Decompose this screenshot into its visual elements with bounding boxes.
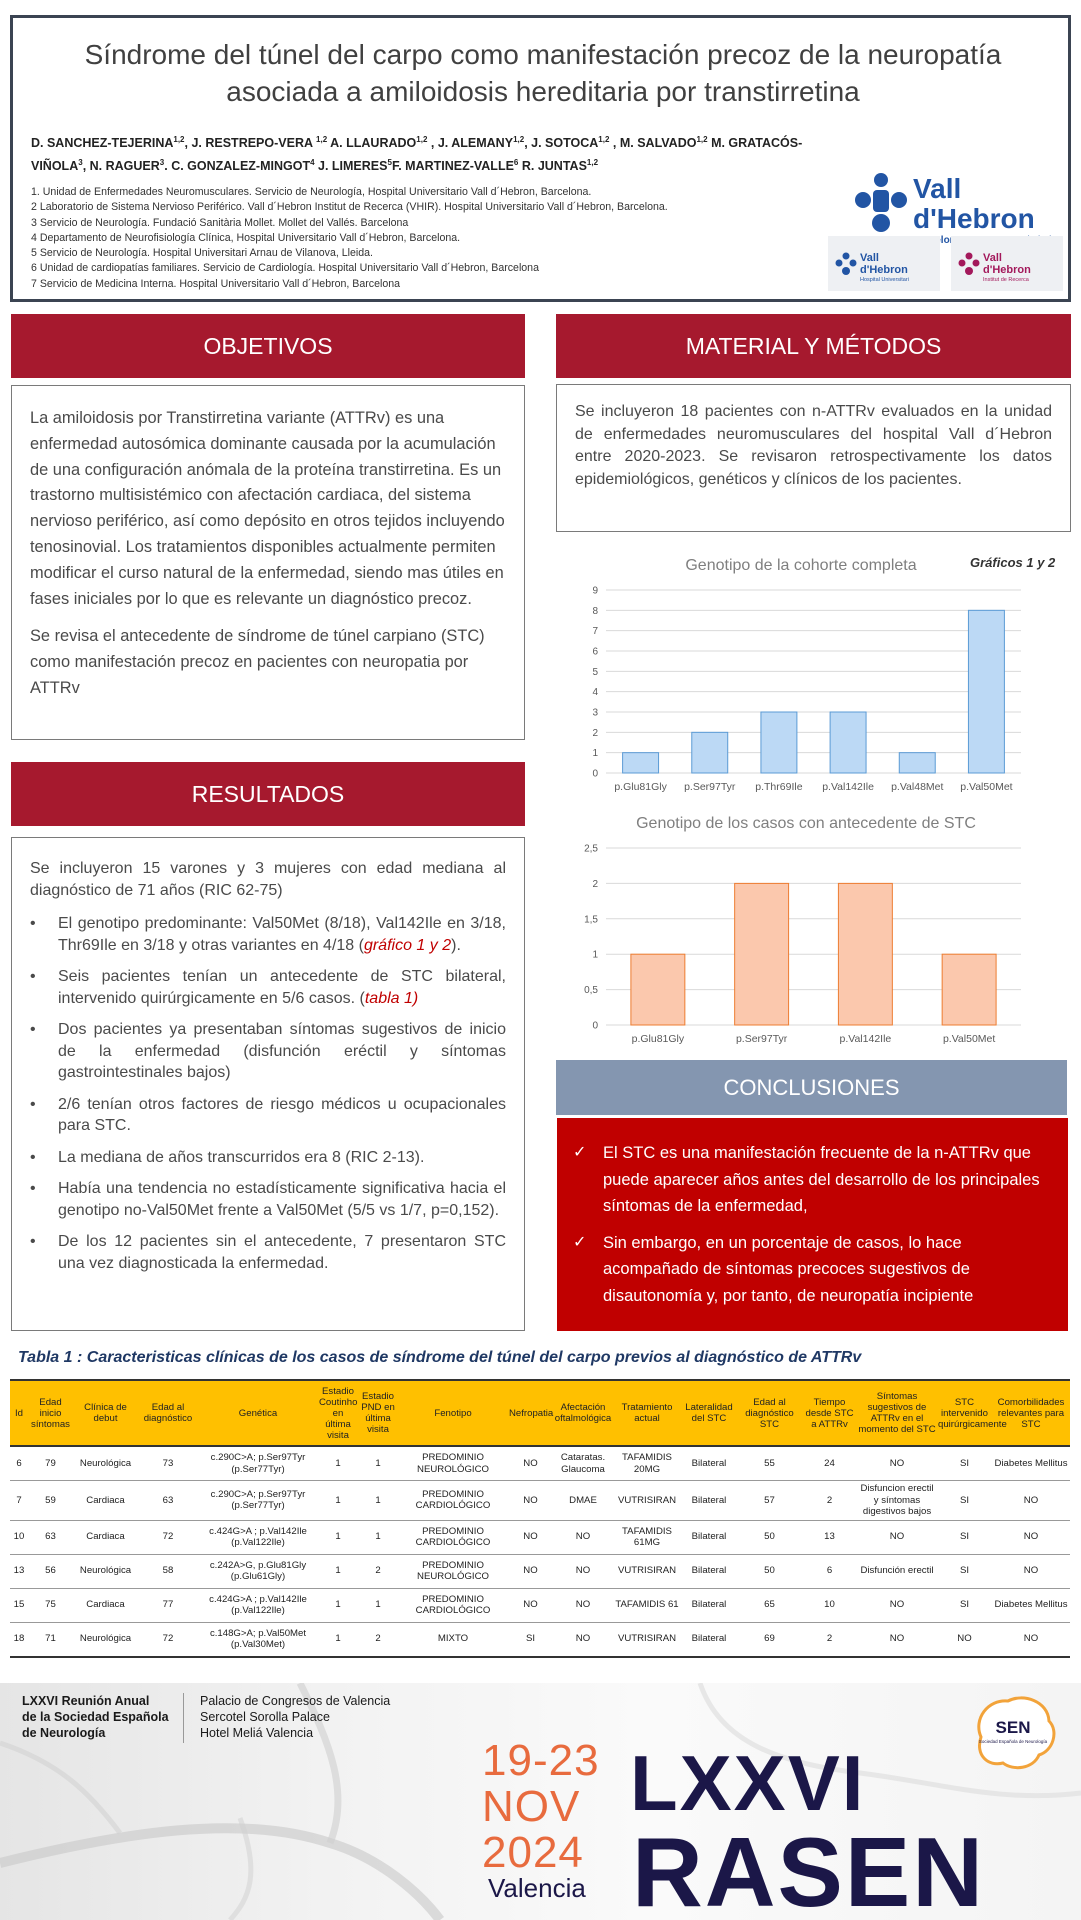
table-cell: c.424G>A ; p.Val142Ile (p.Val122Ile)	[198, 1588, 318, 1622]
author-name: F. MARTINEZ-VALLE	[391, 159, 514, 174]
table-header-cell: Id	[10, 1380, 28, 1446]
svg-text:Vall: Vall	[913, 173, 962, 204]
table-cell: Bilateral	[681, 1622, 737, 1657]
table-cell: SI	[937, 1554, 992, 1588]
table-cell: 58	[138, 1554, 198, 1588]
table-header-cell: Edad al diagnóstico	[138, 1380, 198, 1446]
table-cell: 57	[737, 1481, 802, 1521]
check-icon: ✓	[573, 1144, 587, 1161]
table-header-cell: Síntomas sugestivos de ATTRv en el momento del STC	[857, 1380, 937, 1446]
table-cell: NO	[508, 1554, 553, 1588]
x-tick-label: p.Ser97Tyr	[735, 1033, 788, 1045]
table-cell: PREDOMINIO CARDIOLÓGICO	[398, 1588, 508, 1622]
table-cell: 2	[358, 1554, 398, 1588]
author-name: D. SANCHEZ-TEJERINA	[31, 136, 174, 151]
table-cell: NO	[553, 1588, 613, 1622]
table-cell: Bilateral	[681, 1588, 737, 1622]
table-cell: NO	[857, 1520, 937, 1554]
table-cell: Cardiaca	[73, 1520, 138, 1554]
table-header-cell: Edad inicio síntomas	[28, 1380, 73, 1446]
table-cell: Diabetes Mellitus	[992, 1446, 1070, 1481]
author-affiliation-number: 1,2	[416, 135, 428, 144]
table-cell: PREDOMINIO NEUROLÓGICO	[398, 1554, 508, 1588]
affiliation-line: 3 Servicio de Neurología. Fundació Sanitària Mollet. Mollet del Vallés. Barcelona	[31, 216, 409, 229]
table-cell: c.424G>A ; p.Val142Ile (p.Val122Ile)	[198, 1520, 318, 1554]
list-item: • Dos pacientes ya presentaban síntomas sugestivos de inicio de la enfermedad (disfunción eréctil y síntomas gastrointestinales bajos)	[40, 1019, 506, 1084]
vall-hebron-hospital-logo	[828, 236, 940, 291]
table-cell: Diabetes Mellitus	[992, 1588, 1070, 1622]
bar	[623, 753, 659, 773]
material-heading: MATERIAL Y MÉTODOS	[556, 314, 1071, 378]
table-cell: 15	[10, 1588, 28, 1622]
table-cell: Cataratas. Glaucoma	[553, 1446, 613, 1481]
svg-text:Sociedad Española de Neurologí: Sociedad Española de Neurología	[978, 1739, 1048, 1744]
congress-dates: 19-23 NOV 2024	[482, 1736, 600, 1877]
x-tick-label: p.Thr69Ile	[755, 781, 803, 793]
y-tick-label: 0	[592, 1020, 598, 1032]
table-cell: c.290C>A; p.Ser97Tyr (p.Ser77Tyr)	[198, 1446, 318, 1481]
table-header-cell: Lateralidad del STC	[681, 1380, 737, 1446]
bar	[899, 753, 935, 773]
congress-venue: Palacio de Congresos de Valencia Sercotel Sorolla Palace Hotel Meliá Valencia	[200, 1694, 391, 1740]
table-cell: Neurológica	[73, 1554, 138, 1588]
table-cell: NO	[508, 1446, 553, 1481]
table-cell: 1	[358, 1446, 398, 1481]
poster-header	[10, 15, 1071, 302]
table-cell: 2	[802, 1481, 857, 1521]
x-tick-label: p.Val48Met	[891, 781, 944, 793]
table-cell: VUTRISIRAN	[613, 1554, 681, 1588]
author-affiliation-number: 6	[513, 158, 519, 168]
table-header-cell: Estadio PND en última visita	[358, 1380, 398, 1446]
list-item: • La mediana de años transcurridos era 8 (RIC 2-13).	[40, 1147, 506, 1169]
table-row	[10, 1554, 1070, 1588]
table-header-cell: Tratamiento actual	[613, 1380, 681, 1446]
author-affiliation-number: 1,2	[598, 135, 610, 144]
table-cell: NO	[992, 1481, 1070, 1521]
author-name: J. SOTOCA	[531, 136, 599, 151]
table-header-cell: Estadio Coutinho en última visita	[318, 1380, 358, 1446]
chart-title: Genotipo de la cohorte completa	[685, 557, 917, 574]
chart-reference: gráfico 1 y 2	[363, 936, 452, 954]
table-cell: NO	[937, 1622, 992, 1657]
table-cell: c.290C>A; p.Ser97Tyr (p.Ser77Tyr)	[198, 1481, 318, 1521]
x-tick-label: p.Ser97Tyr	[684, 781, 736, 793]
table-cell: 2	[358, 1622, 398, 1657]
table-cell: Neurológica	[73, 1622, 138, 1657]
table-cell: 77	[138, 1588, 198, 1622]
table-cell: 63	[138, 1481, 198, 1521]
table-cell: 1	[358, 1481, 398, 1521]
table-cell: 6	[802, 1554, 857, 1588]
table-cell: 72	[138, 1622, 198, 1657]
resultados-intro: Se incluyeron 15 varones y 3 mujeres con edad mediana al diagnóstico de 71 años (RIC 62-75)	[30, 860, 506, 899]
table-cell: SI	[937, 1446, 992, 1481]
resultados-list	[30, 913, 506, 1274]
table-cell: 13	[10, 1554, 28, 1588]
list-item: • Había una tendencia no estadísticamente significativa hacia el genotipo no-Val50Met frente a Val50Met (5/5 vs 1/7, p=0,152).	[40, 1178, 506, 1221]
affiliation-line: 1. Unidad de Enfermedades Neuromusculares. Servicio de Neurología, Hospital Universitario Vall d´Hebron, Barcelona.	[31, 186, 592, 198]
author-name: M. GRATACÓS-VIÑOLA	[31, 136, 803, 174]
table-cell: SI	[937, 1481, 992, 1521]
y-tick-label: 4	[592, 687, 598, 699]
clinical-table	[10, 1379, 1070, 1658]
table-cell: VUTRISIRAN	[613, 1481, 681, 1521]
material-panel: Se incluyeron 18 pacientes con n-ATTRv evaluados en la unidad de enfermedades neuromusculares del hospital Vall d´Hebron entre 2020-2023. Se revisaron retrospectivamente los datos epidemiológicos, genéticos y clínicos de los pacientes.	[556, 384, 1071, 532]
table-cell: c.242A>G, p.Glu81Gly (p.Glu61Gly)	[198, 1554, 318, 1588]
table-header-cell: Fenotipo	[398, 1380, 508, 1446]
charts-label: Gráficos 1 y 2	[970, 555, 1056, 570]
table-cell: 10	[10, 1520, 28, 1554]
table-body	[10, 1446, 1070, 1657]
table-cell: 50	[737, 1520, 802, 1554]
table-cell: 71	[28, 1622, 73, 1657]
table-cell: 63	[28, 1520, 73, 1554]
svg-text:Vall: Vall	[983, 252, 1002, 264]
table-cell: MIXTO	[398, 1622, 508, 1657]
y-tick-label: 7	[592, 626, 598, 638]
table-cell: 1	[358, 1588, 398, 1622]
bar	[942, 954, 996, 1025]
y-tick-label: 2,5	[584, 843, 598, 855]
list-item: • El genotipo predominante: Val50Met (8/18), Val142Ile en 3/18, Thr69Ile en 3/18 y otras variantes en 4/18 (gráfico 1 y 2).	[40, 913, 506, 956]
congress-name: LXXVI Reunión Anual de la Sociedad Española de Neurología	[22, 1694, 169, 1740]
bar	[838, 883, 892, 1025]
table-cell: Cardiaca	[73, 1588, 138, 1622]
objetivos-heading: OBJETIVOS	[11, 314, 525, 378]
author-name: R. JUNTAS	[521, 159, 587, 174]
author-affiliation-number: 1,2	[586, 158, 599, 168]
table-cell: 1	[318, 1554, 358, 1588]
svg-text:d'Hebron: d'Hebron	[913, 203, 1035, 234]
x-tick-label: p.Val50Met	[960, 781, 1013, 793]
svg-text:Institut de Recerca: Institut de Recerca	[983, 277, 1029, 283]
divider	[183, 1693, 184, 1743]
congress-footer	[0, 1683, 1081, 1920]
table-cell: Cardiaca	[73, 1481, 138, 1521]
bar	[692, 732, 728, 773]
table-cell: 56	[28, 1554, 73, 1588]
y-tick-label: 2	[592, 727, 598, 739]
table-cell: 1	[358, 1520, 398, 1554]
resultados-heading: RESULTADOS	[11, 762, 525, 826]
resultados-panel	[11, 837, 525, 1331]
affiliation-line: 7 Servicio de Medicina Interna. Hospital Universitario Vall d´Hebron, Barcelona	[31, 277, 400, 290]
table-title: Tabla 1 : Caracteristicas clínicas de los casos de síndrome del túnel del carpo previos al diagnóstico de ATTRv	[18, 1349, 862, 1366]
author-name: C. GONZALEZ-MINGOT	[171, 159, 311, 174]
table-cell: 73	[138, 1446, 198, 1481]
table-cell: 65	[737, 1588, 802, 1622]
table-row	[10, 1622, 1070, 1657]
table-cell: NO	[508, 1520, 553, 1554]
affiliation-line: 2 Laboratorio de Sistema Nervioso Periférico. Vall d´Hebron Institut de Recerca (VHIR). Hospital Universitario Vall d´Hebron, Barcelona.	[31, 201, 668, 214]
table-cell: 75	[28, 1588, 73, 1622]
y-tick-label: 1	[592, 949, 598, 961]
bar	[631, 954, 685, 1025]
table-cell: 1	[318, 1588, 358, 1622]
table-cell: NO	[553, 1520, 613, 1554]
chart-genotipo-cohorte	[566, 548, 1071, 798]
bar	[735, 883, 789, 1025]
table-cell: SI	[937, 1588, 992, 1622]
bar	[761, 712, 797, 773]
table-header-cell: Tiempo desde STC a ATTRv	[802, 1380, 857, 1446]
author-name: J. RESTREPO-VERA	[191, 136, 317, 151]
bar	[968, 610, 1004, 773]
table-cell: TAFAMIDIS 61	[613, 1588, 681, 1622]
y-tick-label: 9	[592, 585, 598, 597]
check-icon: ✓	[573, 1233, 587, 1251]
svg-text:SEN: SEN	[995, 1718, 1031, 1737]
author-affiliation-number: 1,2	[696, 135, 708, 144]
brand-lxxvi: LXXVI	[630, 1739, 866, 1827]
table-cell: Bilateral	[681, 1554, 737, 1588]
table-cell: 55	[737, 1446, 802, 1481]
table-header-cell: Clínica de debut	[73, 1380, 138, 1446]
table-cell: SI	[937, 1520, 992, 1554]
table-row	[10, 1588, 1070, 1622]
table-cell: 69	[737, 1622, 802, 1657]
y-tick-label: 1,5	[584, 914, 598, 926]
table-cell: NO	[553, 1622, 613, 1657]
table-cell: NO	[508, 1481, 553, 1521]
author-affiliation-number: 1,2	[173, 135, 185, 144]
table-cell: TAFAMIDIS 20MG	[613, 1446, 681, 1481]
table-cell: NO	[553, 1554, 613, 1588]
table-cell: 50	[737, 1554, 802, 1588]
author-name: M. SALVADO	[619, 136, 697, 151]
table-cell: NO	[508, 1588, 553, 1622]
brand-rasen: RASEN	[632, 1817, 986, 1920]
table-cell: PREDOMINIO NEUROLÓGICO	[398, 1446, 508, 1481]
table-cell: 72	[138, 1520, 198, 1554]
table-cell: 1	[318, 1520, 358, 1554]
objetivos-panel	[11, 385, 525, 740]
table-cell: Bilateral	[681, 1520, 737, 1554]
x-tick-label: p.Val142Ile	[839, 1033, 892, 1045]
table-cell: 2	[802, 1622, 857, 1657]
author-affiliation-number: 5	[387, 158, 392, 168]
x-tick-label: p.Glu81Gly	[614, 781, 667, 793]
table-cell: Bilateral	[681, 1481, 737, 1521]
y-tick-label: 3	[592, 707, 598, 719]
list-item: ✓ Sin embargo, en un porcentaje de casos, lo hace acompañado de síntomas precoces sugestivos de disautonomía y, por tanto, de neuropatía incipiente	[573, 1230, 1052, 1310]
table-cell: PREDOMINIO CARDIOLÓGICO	[398, 1520, 508, 1554]
table-reference: tabla 1)	[364, 989, 419, 1007]
table-cell: NO	[992, 1622, 1070, 1657]
table-cell: NO	[857, 1622, 937, 1657]
vall-hebron-institut-logo	[951, 236, 1063, 291]
bar	[830, 712, 866, 773]
affiliation-line: 6 Unidad de cardiopatías familiares. Servicio de Cardiología. Hospital Universitario Vall d´Hebron, Barcelona	[31, 262, 539, 275]
svg-text:d'Hebron: d'Hebron	[983, 264, 1031, 276]
svg-text:d'Hebron: d'Hebron	[860, 264, 908, 276]
table-cell: 7	[10, 1481, 28, 1521]
author-affiliation-number: 4	[310, 158, 315, 168]
table-header-cell: Afectación oftalmológica	[553, 1380, 613, 1446]
table-cell: 1	[318, 1481, 358, 1521]
author-name: J. LIMERES	[318, 159, 388, 174]
table-cell: 10	[802, 1588, 857, 1622]
congress-city: Valencia	[488, 1873, 586, 1903]
y-tick-label: 8	[592, 605, 598, 617]
x-tick-label: p.Glu81Gly	[631, 1033, 685, 1045]
table-cell: Bilateral	[681, 1446, 737, 1481]
author-affiliation-number: 3	[78, 158, 83, 168]
table-cell: Disfuncion erectil y síntomas digestivos bajos	[857, 1481, 937, 1521]
author-list: D. SANCHEZ-TEJERINA$^{1,2}$, J. RESTREPO-VERA $^{1,2}$ A. LLAURADO$^{1,2}$ , J. ALEMANY$^{1,2}$, J. SOTOCA$^{1,2}$ , M. SALVADO$^{1,2}$ M. GRATACÓS-VIÑOLA$^3$, N. RAGUER$^3$. C. GONZALEZ-MINGOT$^4$ J. LIMERES$^5$F. MARTINEZ-VALLE$^6$ R. JUNTAS$^{1,2}$	[31, 135, 803, 174]
svg-text:Vall: Vall	[860, 252, 879, 264]
table-row	[10, 1446, 1070, 1481]
y-tick-label: 1	[592, 748, 598, 760]
table-cell: NO	[992, 1554, 1070, 1588]
table-cell: Neurológica	[73, 1446, 138, 1481]
table-cell: NO	[992, 1520, 1070, 1554]
table-cell: 1	[318, 1622, 358, 1657]
author-name: A. LLAURADO	[330, 136, 417, 151]
table-cell: NO	[857, 1446, 937, 1481]
list-item: • 2/6 tenían otros factores de riesgo médicos u ocupacionales para STC.	[40, 1094, 506, 1137]
table-cell: 6	[10, 1446, 28, 1481]
table-cell: DMAE	[553, 1481, 613, 1521]
y-tick-label: 6	[592, 646, 598, 658]
table-cell: 13	[802, 1520, 857, 1554]
objetivos-paragraph-2: Se revisa el antecedente de síndrome de túnel carpiano (STC) como manifestación precoz en pacientes con neuropatia por ATTRv	[30, 627, 485, 697]
author-name: J. ALEMANY	[437, 136, 514, 151]
table-cell: 24	[802, 1446, 857, 1481]
conclusiones-panel	[557, 1118, 1068, 1331]
table-header-cell: STC intervenido quirúrgicamente	[937, 1380, 992, 1446]
author-affiliation-number: 1,2	[316, 135, 328, 144]
svg-text:Hospital Universitari: Hospital Universitari	[860, 277, 909, 283]
table-cell: VUTRISIRAN	[613, 1622, 681, 1657]
author-affiliation-number: 1,2	[513, 135, 525, 144]
table-row	[10, 1520, 1070, 1554]
table-cell: SI	[508, 1622, 553, 1657]
chart-genotipo-stc	[566, 808, 1071, 1053]
table-cell: TAFAMIDIS 61MG	[613, 1520, 681, 1554]
list-item: ✓ El STC es una manifestación frecuente de la n-ATTRv que puede aparecer años antes del desarrollo de los principales síntomas de la enfermedad,	[573, 1140, 1052, 1220]
table-cell: PREDOMINIO CARDIOLÓGICO	[398, 1481, 508, 1521]
table-cell: 18	[10, 1622, 28, 1657]
objetivos-paragraph-1: La amiloidosis por Transtirretina variante (ATTRv) es una enfermedad autosómica dominante causada por la acumulación de una configuración anómala de la proteína transtirretina. Es un trastorno multisistémico con afectación cardiaca, del sistema nervioso periférico, así como depósito en otros tejidos incluyendo tenosinovial. Los tratamientos disponibles actualmente permiten modificar el curso natural de la enfermedad, siendo mas útiles en fases iniciales por lo que es relevante un diagnóstico precoz.	[30, 409, 505, 608]
table-cell: 59	[28, 1481, 73, 1521]
sen-logo	[963, 1689, 1063, 1779]
poster-title: Síndrome del túnel del carpo como manifestación precoz de la neuropatía asociada a amiloidosis hereditaria por transtirretina	[84, 39, 1002, 107]
x-tick-label: p.Val142Ile	[822, 781, 874, 793]
author-affiliation-number: 3	[159, 158, 165, 168]
x-tick-label: p.Val50Met	[942, 1033, 996, 1045]
table-header-cell: Edad al diagnóstico STC	[737, 1380, 802, 1446]
affiliation-list	[31, 185, 831, 292]
affiliation-line: 4 Departamento de Neurofisiología Clínica, Hospital Universitario Vall d´Hebron, Barcelona.	[31, 231, 461, 244]
list-item: • De los 12 pacientes sin el antecedente, 7 presentaron STC una vez diagnosticada la enfermedad.	[40, 1231, 506, 1274]
chart-title: Genotipo de los casos con antecedente de STC	[636, 815, 976, 832]
table-cell: NO	[857, 1588, 937, 1622]
y-tick-label: 0,5	[584, 985, 598, 997]
author-name: N. RAGUER	[89, 159, 160, 174]
conclusiones-heading: CONCLUSIONES	[556, 1060, 1067, 1115]
table-cell: 79	[28, 1446, 73, 1481]
table-row	[10, 1481, 1070, 1521]
table-header-cell: Nefropatia	[508, 1380, 553, 1446]
table-header-row	[10, 1380, 1070, 1446]
affiliation-line: 5 Servicio de Neurología. Hospital Universitari Arnau de Vilanova, Lleida.	[31, 247, 373, 260]
y-tick-label: 2	[592, 878, 598, 890]
y-tick-label: 0	[592, 768, 598, 780]
table-header-cell: Comorbilidades relevantes para STC	[992, 1380, 1070, 1446]
y-tick-label: 5	[592, 666, 598, 678]
list-item: • Seis pacientes tenían un antecedente de STC bilateral, intervenido quirúrgicamente en 5/6 casos. (tabla 1)	[40, 966, 506, 1009]
table-cell: c.148G>A; p.Val50Met (p.Val30Met)	[198, 1622, 318, 1657]
table-cell: Disfunción erectil	[857, 1554, 937, 1588]
table-header-cell: Genética	[198, 1380, 318, 1446]
table-cell: 1	[318, 1446, 358, 1481]
